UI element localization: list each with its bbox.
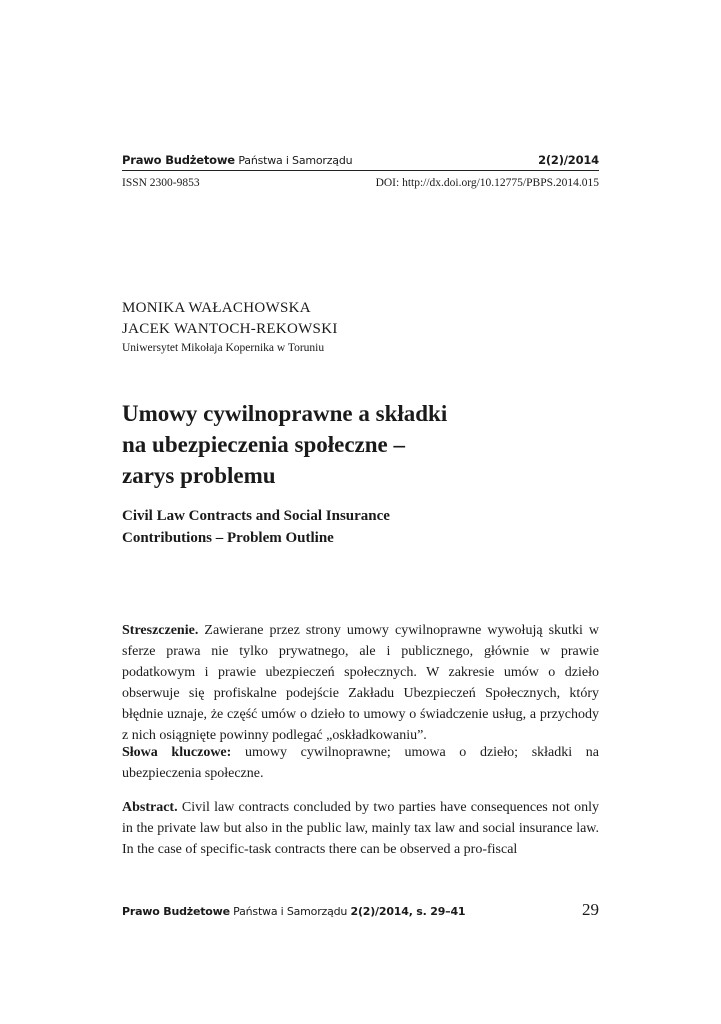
journal-subtitle: Państwa i Samorządu: [238, 154, 353, 167]
page-number: 29: [582, 900, 599, 919]
title-line: Civil Law Contracts and Social Insurance: [122, 508, 390, 524]
keywords-text: umowy cywilnoprawne; umowa o dzieło; składki na ubezpieczenia społeczne.: [122, 745, 599, 781]
issue-number: 2(2)/2014: [538, 153, 599, 167]
issn: ISSN 2300-9853: [122, 177, 200, 189]
title-line: zarys problemu: [122, 463, 276, 488]
streszczenie-paragraph: [122, 620, 599, 746]
abstract-text: Civil law contracts concluded by two parties have consequences not only in the private law but also in the public law, mainly tax law and social insurance law. In the case of specific-task contracts there can be observed a pro-fiscal: [122, 800, 600, 857]
author-name: MONIKA WAŁACHOWSKA: [122, 300, 311, 316]
title-line: Contributions – Problem Outline: [122, 530, 334, 546]
keywords-label: Słowa kluczowe:: [122, 745, 232, 760]
authors: [122, 298, 338, 340]
author-name: JACEK WANTOCH-REKOWSKI: [122, 321, 338, 337]
journal-name: Prawo Budżetowe: [122, 153, 235, 167]
footer-journal-subtitle: Państwa i Samorządu: [233, 905, 348, 918]
title-line: na ubezpieczenia społeczne –: [122, 432, 405, 457]
streszczenie-label: Streszczenie.: [122, 623, 199, 638]
meta-line: [122, 177, 599, 189]
footer-citation-range: 2(2)/2014, s. 29–41: [350, 905, 466, 918]
article-title-pl: [122, 398, 542, 491]
running-header: [122, 153, 599, 169]
affiliation: Uniwersytet Mikołaja Kopernika w Toruniu: [122, 342, 325, 354]
footer-journal-name: Prawo Budżetowe: [122, 905, 230, 918]
footer-citation: [122, 905, 465, 918]
keywords-paragraph: [122, 742, 599, 784]
article-title-en: [122, 505, 542, 549]
abstract-label: Abstract.: [122, 800, 178, 815]
header-rule: [122, 170, 599, 171]
abstract-paragraph: [122, 797, 599, 860]
title-line: Umowy cywilnoprawne a składki: [122, 401, 448, 426]
doi: DOI: http://dx.doi.org/10.12775/PBPS.2014.015: [375, 177, 599, 189]
streszczenie-text: Zawierane przez strony umowy cywilnoprawne wywołują skutki w sferze prawa nie tylko prywatnego, ale i publicznego, głównie w prawie podatkowym i prawie ubezpieczeń społecznych. W zakresie umów o dzieło obserwuje się profiskalne podejście Zakładu Ubezpieczeń Społecznych, który błędnie uznaje, że część umów o dzieło to umowy o świadczenie usług, a przychody z nich osiągnięte powinny podlegać „oskładkowaniu”.: [122, 623, 600, 743]
